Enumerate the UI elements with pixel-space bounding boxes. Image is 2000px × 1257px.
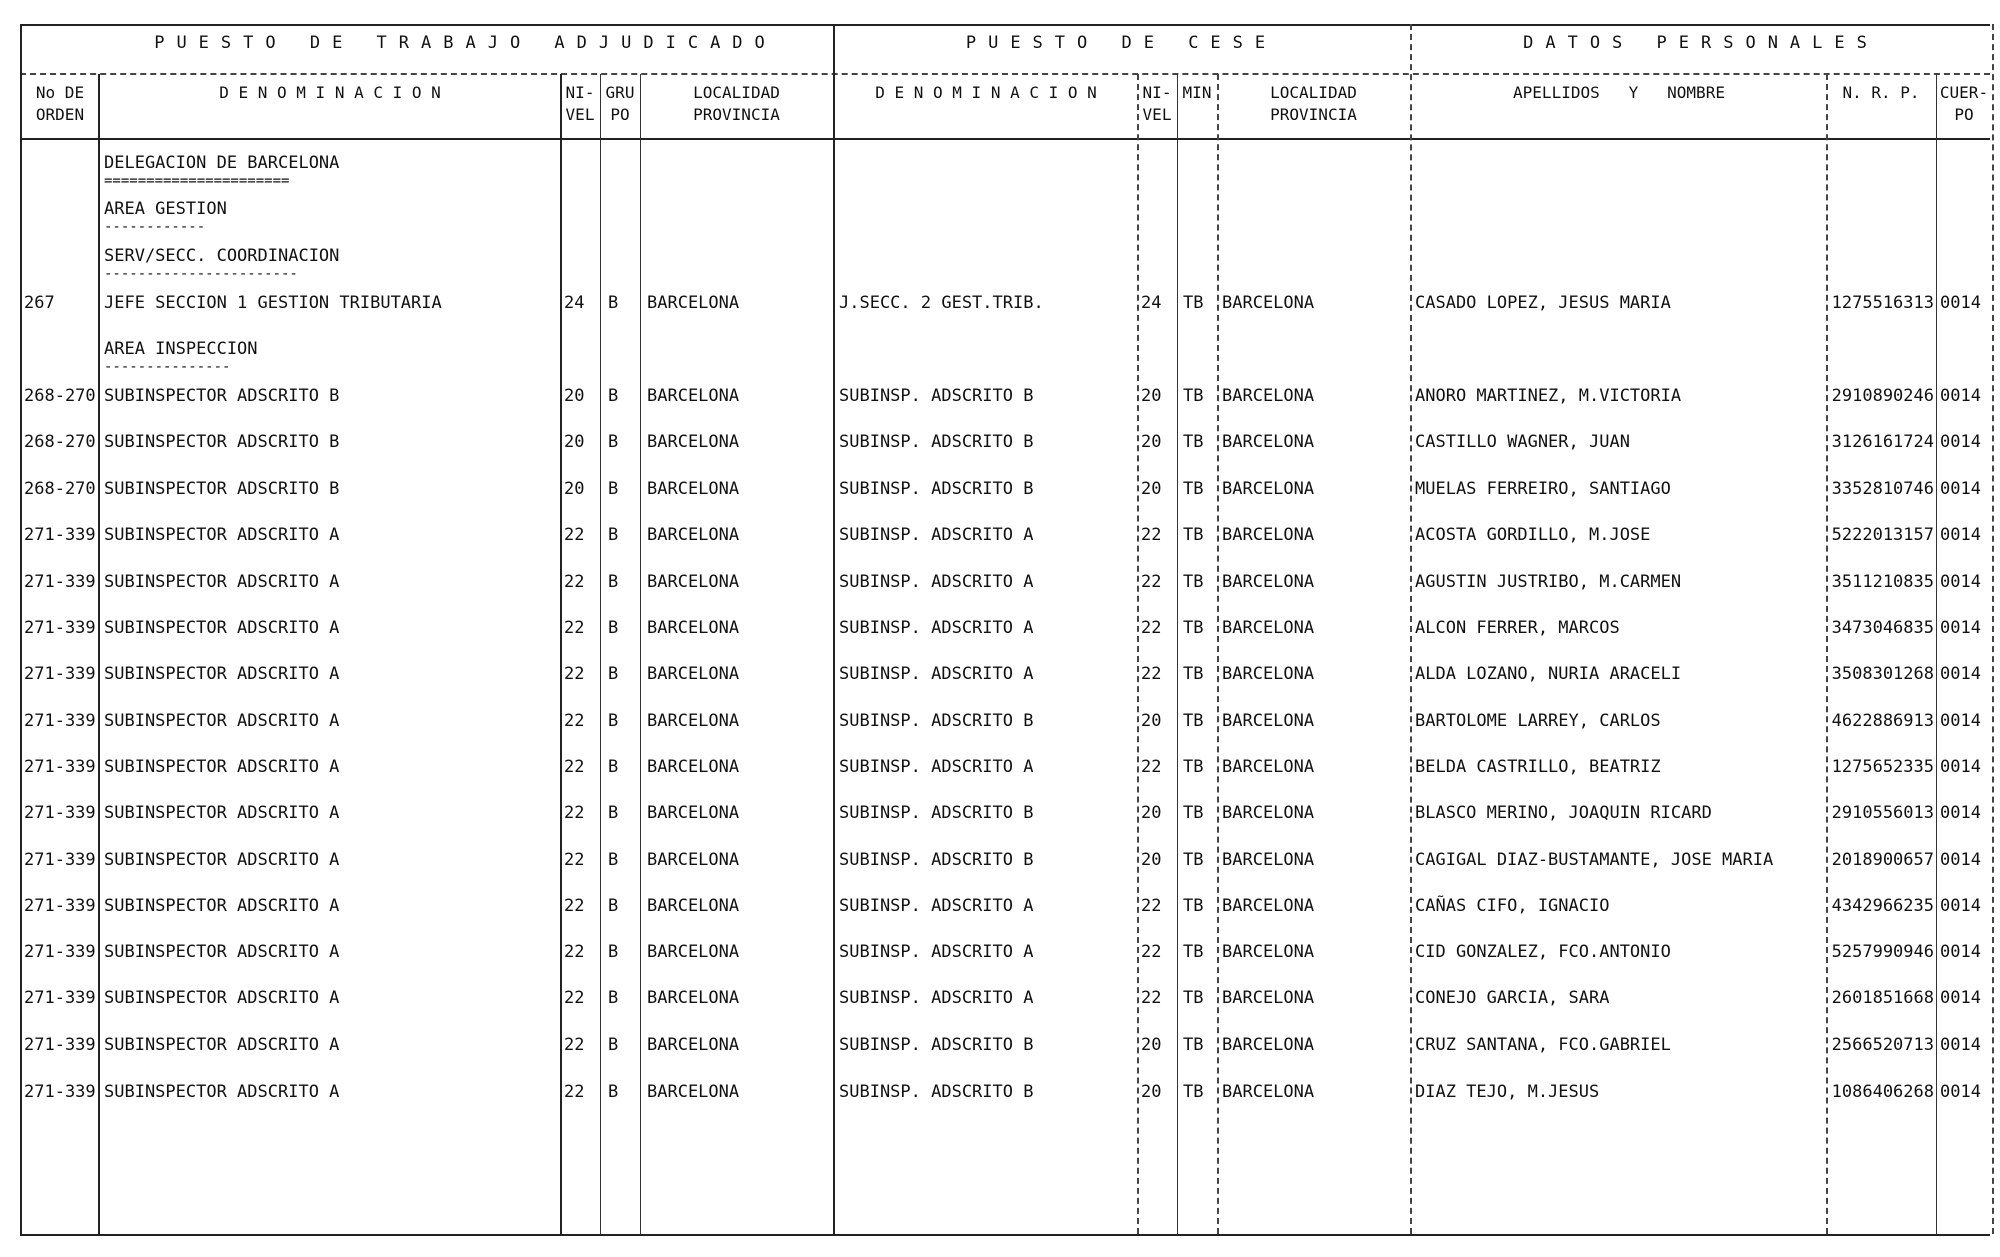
col-rule-cese-nivel bbox=[1177, 74, 1178, 1234]
cell-orden: 271-339 bbox=[24, 1082, 96, 1102]
cell-cese-nivel: 20 bbox=[1141, 479, 1162, 499]
section-area-gestion-rule: ------------ bbox=[104, 219, 206, 235]
cell-cese-localidad: BARCELONA bbox=[1222, 1082, 1315, 1102]
group-header-adjudicado: PUESTO DE TRABAJO ADJUDICADO bbox=[154, 33, 777, 53]
section-serv-secc-rule: ----------------------- bbox=[104, 266, 298, 282]
cell-cese-min: TB bbox=[1183, 850, 1204, 870]
cell-nivel: 22 bbox=[564, 618, 585, 638]
cell-localidad: BARCELONA bbox=[647, 1035, 740, 1055]
cell-cese-denominacion: SUBINSP. ADSCRITO A bbox=[839, 896, 1034, 916]
cell-nivel: 22 bbox=[564, 850, 585, 870]
cell-apellidos-nombre: ACOSTA GORDILLO, M.JOSE bbox=[1415, 525, 1651, 545]
header-bottom-rule bbox=[20, 138, 1990, 140]
cell-apellidos-nombre: ALCON FERRER, MARCOS bbox=[1415, 618, 1620, 638]
cell-cese-min: TB bbox=[1183, 1082, 1204, 1102]
cell-cuerpo: 0014 bbox=[1940, 432, 1981, 452]
col-header-orden-line2: ORDEN bbox=[35, 105, 85, 124]
cell-nivel: 20 bbox=[564, 386, 585, 406]
cell-denominacion: SUBINSPECTOR ADSCRITO B bbox=[104, 386, 340, 406]
cell-grupo: B bbox=[608, 479, 619, 499]
cell-orden: 271-339 bbox=[24, 525, 96, 545]
cell-nivel: 22 bbox=[564, 1035, 585, 1055]
cell-orden: 271-339 bbox=[24, 618, 96, 638]
cell-cuerpo: 0014 bbox=[1940, 757, 1981, 777]
cell-grupo: B bbox=[608, 572, 619, 592]
cell-orden: 271-339 bbox=[24, 803, 96, 823]
cell-cuerpo: 0014 bbox=[1940, 942, 1981, 962]
table-left-rule bbox=[20, 24, 22, 1234]
cell-cese-nivel: 22 bbox=[1141, 572, 1162, 592]
cell-nrp: 2910556013 bbox=[1831, 803, 1934, 823]
col-header-grupo-line1: GRU bbox=[605, 83, 635, 102]
cell-grupo: B bbox=[608, 386, 619, 406]
col-header-cese-localidad-line1: LOCALIDAD bbox=[1270, 83, 1357, 102]
col-header-nivel-line2: VEL bbox=[565, 105, 595, 124]
cell-grupo: B bbox=[608, 803, 619, 823]
cell-localidad: BARCELONA bbox=[647, 988, 740, 1008]
cell-apellidos-nombre: CID GONZALEZ, FCO.ANTONIO bbox=[1415, 942, 1671, 962]
cell-apellidos-nombre: CASTILLO WAGNER, JUAN bbox=[1415, 432, 1630, 452]
cell-orden: 271-339 bbox=[24, 757, 96, 777]
cell-apellidos-nombre: BELDA CASTRILLO, BEATRIZ bbox=[1415, 757, 1661, 777]
cell-cese-denominacion: SUBINSP. ADSCRITO B bbox=[839, 386, 1034, 406]
cell-grupo: B bbox=[608, 618, 619, 638]
cell-nivel: 24 bbox=[564, 293, 585, 313]
cell-cese-nivel: 22 bbox=[1141, 757, 1162, 777]
cell-cuerpo: 0014 bbox=[1940, 479, 1981, 499]
cell-cese-nivel: 20 bbox=[1141, 711, 1162, 731]
cell-nrp: 1086406268 bbox=[1831, 1082, 1934, 1102]
cell-cese-min: TB bbox=[1183, 525, 1204, 545]
cell-grupo: B bbox=[608, 664, 619, 684]
cell-cese-localidad: BARCELONA bbox=[1222, 942, 1315, 962]
table-bottom-rule bbox=[20, 1234, 1990, 1236]
cell-denominacion: SUBINSPECTOR ADSCRITO A bbox=[104, 711, 340, 731]
cell-nivel: 22 bbox=[564, 525, 585, 545]
col-header-cuerpo-line2: PO bbox=[1954, 105, 1974, 124]
cell-cese-denominacion: SUBINSP. ADSCRITO A bbox=[839, 572, 1034, 592]
cell-cese-localidad: BARCELONA bbox=[1222, 757, 1315, 777]
cell-cese-nivel: 20 bbox=[1141, 386, 1162, 406]
cell-cese-localidad: BARCELONA bbox=[1222, 572, 1315, 592]
cell-cese-nivel: 22 bbox=[1141, 664, 1162, 684]
cell-nrp: 4622886913 bbox=[1831, 711, 1934, 731]
cell-cuerpo: 0014 bbox=[1940, 618, 1981, 638]
cell-cese-nivel: 20 bbox=[1141, 850, 1162, 870]
cell-cese-localidad: BARCELONA bbox=[1222, 711, 1315, 731]
cell-grupo: B bbox=[608, 757, 619, 777]
section-area-inspeccion-rule: --------------- bbox=[104, 359, 231, 375]
cell-grupo: B bbox=[608, 988, 619, 1008]
table-right-rule bbox=[1992, 24, 1994, 1234]
cell-cese-denominacion: SUBINSP. ADSCRITO B bbox=[839, 711, 1034, 731]
cell-cese-min: TB bbox=[1183, 479, 1204, 499]
cell-cese-nivel: 22 bbox=[1141, 896, 1162, 916]
cell-localidad: BARCELONA bbox=[647, 432, 740, 452]
cell-nivel: 22 bbox=[564, 942, 585, 962]
col-header-cese-denominacion: D E N O M I N A C I O N bbox=[875, 83, 1097, 102]
cell-orden: 271-339 bbox=[24, 988, 96, 1008]
cell-orden: 271-339 bbox=[24, 1035, 96, 1055]
cell-denominacion: SUBINSPECTOR ADSCRITO A bbox=[104, 664, 340, 684]
cell-cese-nivel: 22 bbox=[1141, 525, 1162, 545]
cell-cese-min: TB bbox=[1183, 664, 1204, 684]
cell-cese-localidad: BARCELONA bbox=[1222, 850, 1315, 870]
cell-cese-nivel: 22 bbox=[1141, 942, 1162, 962]
cell-nrp: 2566520713 bbox=[1831, 1035, 1934, 1055]
cell-cuerpo: 0014 bbox=[1940, 1082, 1981, 1102]
cell-cese-localidad: BARCELONA bbox=[1222, 988, 1315, 1008]
cell-cese-nivel: 20 bbox=[1141, 432, 1162, 452]
cell-grupo: B bbox=[608, 293, 619, 313]
cell-orden: 271-339 bbox=[24, 942, 96, 962]
cell-cuerpo: 0014 bbox=[1940, 803, 1981, 823]
cell-localidad: BARCELONA bbox=[647, 572, 740, 592]
cell-nivel: 20 bbox=[564, 432, 585, 452]
cell-cese-min: TB bbox=[1183, 1035, 1204, 1055]
cell-cuerpo: 0014 bbox=[1940, 1035, 1981, 1055]
cell-nrp: 3126161724 bbox=[1831, 432, 1934, 452]
cell-cese-min: TB bbox=[1183, 618, 1204, 638]
section-area-gestion: AREA GESTION bbox=[104, 199, 227, 219]
cell-cese-denominacion: SUBINSP. ADSCRITO A bbox=[839, 942, 1034, 962]
cell-grupo: B bbox=[608, 1035, 619, 1055]
cell-cese-min: TB bbox=[1183, 572, 1204, 592]
cell-cuerpo: 0014 bbox=[1940, 664, 1981, 684]
cell-cese-denominacion: SUBINSP. ADSCRITO B bbox=[839, 803, 1034, 823]
cell-cese-nivel: 20 bbox=[1141, 1082, 1162, 1102]
col-header-cese-nivel-line1: NI- bbox=[1142, 83, 1172, 102]
cell-nivel: 22 bbox=[564, 664, 585, 684]
cell-orden: 268-270 bbox=[24, 432, 96, 452]
cell-cese-denominacion: SUBINSP. ADSCRITO B bbox=[839, 1035, 1034, 1055]
table-top-rule bbox=[20, 24, 1990, 26]
cell-orden: 271-339 bbox=[24, 896, 96, 916]
cell-grupo: B bbox=[608, 711, 619, 731]
group-header-cese: PUESTO DE CESE bbox=[965, 33, 1278, 53]
cell-denominacion: SUBINSPECTOR ADSCRITO A bbox=[104, 525, 340, 545]
cell-cese-localidad: BARCELONA bbox=[1222, 432, 1315, 452]
cell-cese-nivel: 22 bbox=[1141, 988, 1162, 1008]
cell-apellidos-nombre: BARTOLOME LARREY, CARLOS bbox=[1415, 711, 1661, 731]
col-header-nrp: N. R. P. bbox=[1842, 83, 1920, 102]
col-header-localidad-line2: PROVINCIA bbox=[693, 105, 780, 124]
cell-localidad: BARCELONA bbox=[647, 711, 740, 731]
cell-cese-denominacion: SUBINSP. ADSCRITO B bbox=[839, 850, 1034, 870]
cell-denominacion: SUBINSPECTOR ADSCRITO A bbox=[104, 896, 340, 916]
col-header-apellidos-nombre: APELLIDOS Y NOMBRE bbox=[1513, 83, 1725, 102]
cell-localidad: BARCELONA bbox=[647, 1082, 740, 1102]
section-delegacion-rule: ====================== bbox=[104, 173, 290, 189]
cell-localidad: BARCELONA bbox=[647, 896, 740, 916]
col-rule-nombre bbox=[1826, 74, 1828, 1234]
cell-localidad: BARCELONA bbox=[647, 293, 740, 313]
cell-cuerpo: 0014 bbox=[1940, 386, 1981, 406]
cell-localidad: BARCELONA bbox=[647, 386, 740, 406]
cell-cese-denominacion: J.SECC. 2 GEST.TRIB. bbox=[839, 293, 1044, 313]
cell-orden: 271-339 bbox=[24, 711, 96, 731]
cell-denominacion: SUBINSPECTOR ADSCRITO A bbox=[104, 850, 340, 870]
cell-localidad: BARCELONA bbox=[647, 525, 740, 545]
cell-nrp: 3508301268 bbox=[1831, 664, 1934, 684]
cell-nrp: 1275652335 bbox=[1831, 757, 1934, 777]
cell-apellidos-nombre: CASADO LOPEZ, JESUS MARIA bbox=[1415, 293, 1671, 313]
col-header-cese-localidad-line2: PROVINCIA bbox=[1270, 105, 1357, 124]
cell-cese-min: TB bbox=[1183, 896, 1204, 916]
cell-denominacion: SUBINSPECTOR ADSCRITO A bbox=[104, 1082, 340, 1102]
cell-cese-localidad: BARCELONA bbox=[1222, 386, 1315, 406]
cell-cese-localidad: BARCELONA bbox=[1222, 896, 1315, 916]
cell-denominacion: JEFE SECCION 1 GESTION TRIBUTARIA bbox=[104, 293, 442, 313]
cell-cese-denominacion: SUBINSP. ADSCRITO B bbox=[839, 432, 1034, 452]
section-serv-secc: SERV/SECC. COORDINACION bbox=[104, 246, 340, 266]
col-rule-cese-end bbox=[1410, 24, 1412, 1234]
cell-apellidos-nombre: ALDA LOZANO, NURIA ARACELI bbox=[1415, 664, 1682, 684]
cell-nrp: 2910890246 bbox=[1831, 386, 1934, 406]
cell-cuerpo: 0014 bbox=[1940, 896, 1981, 916]
cell-denominacion: SUBINSPECTOR ADSCRITO A bbox=[104, 1035, 340, 1055]
cell-denominacion: SUBINSPECTOR ADSCRITO B bbox=[104, 479, 340, 499]
cell-orden: 271-339 bbox=[24, 572, 96, 592]
col-header-nivel-line1: NI- bbox=[565, 83, 595, 102]
cell-denominacion: SUBINSPECTOR ADSCRITO A bbox=[104, 757, 340, 777]
cell-nivel: 22 bbox=[564, 1082, 585, 1102]
cell-localidad: BARCELONA bbox=[647, 479, 740, 499]
cell-nrp: 3511210835 bbox=[1831, 572, 1934, 592]
col-header-denominacion: D E N O M I N A C I O N bbox=[219, 83, 441, 102]
col-rule-nivel bbox=[600, 74, 601, 1234]
col-rule-denominacion bbox=[560, 74, 562, 1234]
cell-apellidos-nombre: DIAZ TEJO, M.JESUS bbox=[1415, 1082, 1600, 1102]
section-delegacion: DELEGACION DE BARCELONA bbox=[104, 153, 340, 173]
cell-nrp: 3352810746 bbox=[1831, 479, 1934, 499]
cell-nivel: 22 bbox=[564, 803, 585, 823]
cell-cese-nivel: 20 bbox=[1141, 803, 1162, 823]
cell-localidad: BARCELONA bbox=[647, 850, 740, 870]
cell-cese-localidad: BARCELONA bbox=[1222, 618, 1315, 638]
cell-nrp: 2601851668 bbox=[1831, 988, 1934, 1008]
cell-denominacion: SUBINSPECTOR ADSCRITO A bbox=[104, 988, 340, 1008]
cell-localidad: BARCELONA bbox=[647, 757, 740, 777]
cell-cese-min: TB bbox=[1183, 757, 1204, 777]
col-header-cuerpo-line1: CUER- bbox=[1939, 83, 1989, 102]
cell-cuerpo: 0014 bbox=[1940, 850, 1981, 870]
cell-apellidos-nombre: CONEJO GARCIA, SARA bbox=[1415, 988, 1610, 1008]
cell-grupo: B bbox=[608, 432, 619, 452]
cell-nrp: 5222013157 bbox=[1831, 525, 1934, 545]
cell-cuerpo: 0014 bbox=[1940, 572, 1981, 592]
cell-nivel: 22 bbox=[564, 711, 585, 731]
cell-cese-min: TB bbox=[1183, 803, 1204, 823]
cell-cese-nivel: 22 bbox=[1141, 618, 1162, 638]
cell-nrp: 1275516313 bbox=[1831, 293, 1934, 313]
cell-cese-localidad: BARCELONA bbox=[1222, 525, 1315, 545]
col-header-cese-nivel-line2: VEL bbox=[1142, 105, 1172, 124]
group-header-datos-personales: DATOS PERSONALES bbox=[1523, 33, 1879, 53]
cell-nivel: 22 bbox=[564, 572, 585, 592]
cell-nivel: 20 bbox=[564, 479, 585, 499]
col-header-orden-line1: No DE bbox=[35, 83, 85, 102]
cell-apellidos-nombre: BLASCO MERINO, JOAQUIN RICARD bbox=[1415, 803, 1712, 823]
cell-grupo: B bbox=[608, 525, 619, 545]
cell-cese-denominacion: SUBINSP. ADSCRITO A bbox=[839, 757, 1034, 777]
cell-grupo: B bbox=[608, 1082, 619, 1102]
cell-nivel: 22 bbox=[564, 988, 585, 1008]
cell-cese-denominacion: SUBINSP. ADSCRITO B bbox=[839, 479, 1034, 499]
section-area-inspeccion: AREA INSPECCION bbox=[104, 339, 258, 359]
cell-denominacion: SUBINSPECTOR ADSCRITO A bbox=[104, 803, 340, 823]
cell-cese-localidad: BARCELONA bbox=[1222, 664, 1315, 684]
cell-cese-denominacion: SUBINSP. ADSCRITO A bbox=[839, 664, 1034, 684]
cell-grupo: B bbox=[608, 850, 619, 870]
cell-cese-denominacion: SUBINSP. ADSCRITO A bbox=[839, 988, 1034, 1008]
col-header-cese-min: MIN bbox=[1182, 83, 1212, 102]
cell-apellidos-nombre: CRUZ SANTANA, FCO.GABRIEL bbox=[1415, 1035, 1671, 1055]
cell-cese-localidad: BARCELONA bbox=[1222, 803, 1315, 823]
cell-grupo: B bbox=[608, 896, 619, 916]
cell-denominacion: SUBINSPECTOR ADSCRITO A bbox=[104, 942, 340, 962]
cell-cese-nivel: 24 bbox=[1141, 293, 1162, 313]
col-rule-cese-min bbox=[1217, 74, 1219, 1234]
cell-orden: 271-339 bbox=[24, 850, 96, 870]
cell-cuerpo: 0014 bbox=[1940, 711, 1981, 731]
cell-denominacion: SUBINSPECTOR ADSCRITO A bbox=[104, 618, 340, 638]
cell-cese-denominacion: SUBINSP. ADSCRITO B bbox=[839, 1082, 1034, 1102]
cell-nrp: 3473046835 bbox=[1831, 618, 1934, 638]
cell-nivel: 22 bbox=[564, 896, 585, 916]
cell-nrp: 2018900657 bbox=[1831, 850, 1934, 870]
cell-orden: 268-270 bbox=[24, 386, 96, 406]
header-divider-rule bbox=[20, 73, 1990, 75]
cell-cese-min: TB bbox=[1183, 942, 1204, 962]
cell-cuerpo: 0014 bbox=[1940, 988, 1981, 1008]
cell-nivel: 22 bbox=[564, 757, 585, 777]
col-header-localidad-line1: LOCALIDAD bbox=[693, 83, 780, 102]
col-header-grupo-line2: PO bbox=[610, 105, 630, 124]
cell-cese-min: TB bbox=[1183, 386, 1204, 406]
cell-cese-localidad: BARCELONA bbox=[1222, 479, 1315, 499]
cell-denominacion: SUBINSPECTOR ADSCRITO A bbox=[104, 572, 340, 592]
cell-orden: 268-270 bbox=[24, 479, 96, 499]
cell-cuerpo: 0014 bbox=[1940, 525, 1981, 545]
cell-cese-localidad: BARCELONA bbox=[1222, 293, 1315, 313]
cell-cese-min: TB bbox=[1183, 988, 1204, 1008]
cell-localidad: BARCELONA bbox=[647, 618, 740, 638]
col-rule-orden bbox=[98, 74, 100, 1234]
cell-orden: 267 bbox=[24, 293, 55, 313]
cell-apellidos-nombre: AGUSTIN JUSTRIBO, M.CARMEN bbox=[1415, 572, 1682, 592]
cell-cuerpo: 0014 bbox=[1940, 293, 1981, 313]
cell-apellidos-nombre: CAÑAS CIFO, IGNACIO bbox=[1415, 896, 1610, 916]
col-rule-grupo bbox=[640, 74, 641, 1234]
cell-localidad: BARCELONA bbox=[647, 803, 740, 823]
cell-localidad: BARCELONA bbox=[647, 942, 740, 962]
cell-apellidos-nombre: ANORO MARTINEZ, M.VICTORIA bbox=[1415, 386, 1682, 406]
cell-cese-localidad: BARCELONA bbox=[1222, 1035, 1315, 1055]
cell-cese-min: TB bbox=[1183, 293, 1204, 313]
cell-apellidos-nombre: MUELAS FERREIRO, SANTIAGO bbox=[1415, 479, 1671, 499]
col-rule-cese-denominacion bbox=[1137, 74, 1139, 1234]
col-rule-nrp bbox=[1936, 74, 1937, 1234]
cell-nrp: 5257990946 bbox=[1831, 942, 1934, 962]
cell-cese-denominacion: SUBINSP. ADSCRITO A bbox=[839, 525, 1034, 545]
cell-grupo: B bbox=[608, 942, 619, 962]
cell-denominacion: SUBINSPECTOR ADSCRITO B bbox=[104, 432, 340, 452]
cell-cese-min: TB bbox=[1183, 711, 1204, 731]
cell-orden: 271-339 bbox=[24, 664, 96, 684]
cell-localidad: BARCELONA bbox=[647, 664, 740, 684]
cell-cese-min: TB bbox=[1183, 432, 1204, 452]
col-rule-adjudicado-end bbox=[833, 24, 835, 1234]
cell-cese-nivel: 20 bbox=[1141, 1035, 1162, 1055]
cell-cese-denominacion: SUBINSP. ADSCRITO A bbox=[839, 618, 1034, 638]
cell-apellidos-nombre: CAGIGAL DIAZ-BUSTAMANTE, JOSE MARIA bbox=[1415, 850, 1774, 870]
cell-nrp: 4342966235 bbox=[1831, 896, 1934, 916]
